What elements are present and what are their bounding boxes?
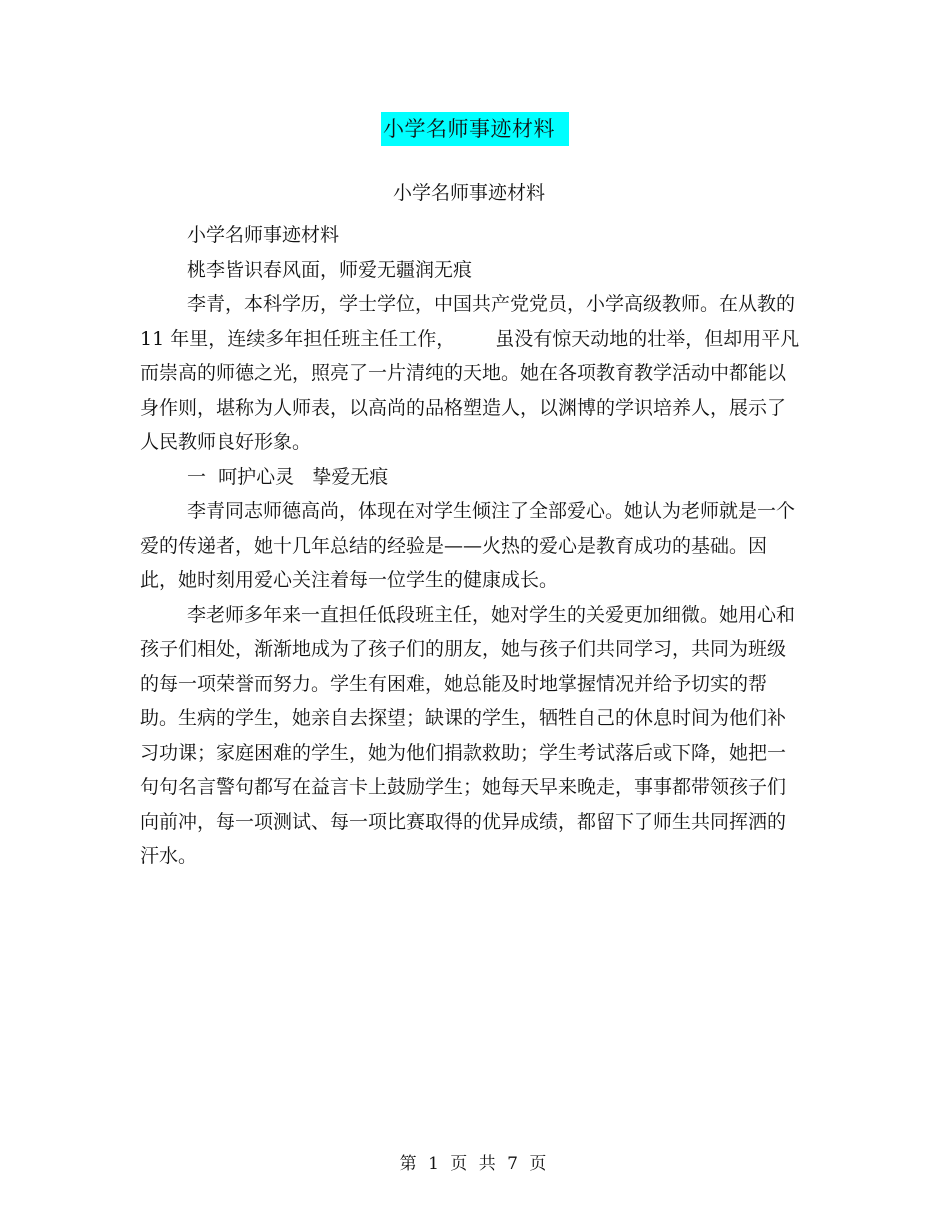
document-title-container: [0, 112, 950, 146]
section-heading: 一 呵护心灵 挚爱无痕: [187, 465, 389, 488]
page-number-footer: 第 1 页 共 7 页: [399, 1154, 547, 1174]
document-title: 小学名师事迹材料: [381, 112, 569, 146]
intro-text-part-1: 李青，本科学历，学士学位，中国共产党党员，小学高级教师。在从教的 11 年里，连续多年担任班主任工作，: [140, 293, 796, 350]
document-subtitle: 小学名师事迹材料: [392, 182, 545, 204]
paragraph-2: 李老师多年来一直担任低段班主任，她对学生的关爱更加细微。她用心和孩子们相处，渐渐地成为了孩子们的朋友，她与孩子们共同学习，共同为班级的每一项荣誉而努力。学生有困难，她总能及时地掌握情况并给予切实的帮助。生病的学生，她亲自去探望；缺课的学生，牺牲自己的休息时间为他们补习功课；家庭困难的学生，她为他们捐款救助；学生考试落后或下降，她把一句句名言警句都写在益言卡上鼓励学生；她每天早来晚走，事事都带领孩子们向前冲，每一项测试、每一项比赛取得的优异成绩，都留下了师生共同挥洒的汗水。: [140, 603, 796, 867]
intro-text-part-2: 虽没有惊天动地的壮举，但却用平凡而崇高的师德之光，照亮了一片清纯的天地。她在各项教育教学活动中都能以身作则，堪称为人师表，以高尚的品格塑造人，以渊博的学识培养人，展示了人民教师良好形象。: [140, 327, 800, 453]
document-body: [140, 218, 800, 874]
body-heading: 小学名师事迹材料: [187, 224, 340, 246]
paragraph-1: 李青同志师德高尚，体现在对学生倾注了全部爱心。她认为老师就是一个爱的传递者，她十几年总结的经验是——火热的爱心是教育成功的基础。因此，她时刻用爱心关注着每一位学生的健康成长。: [140, 500, 796, 591]
intro-paragraph: [140, 287, 800, 460]
body-tagline: 桃李皆识春风面，师爱无疆润无痕: [187, 258, 473, 281]
